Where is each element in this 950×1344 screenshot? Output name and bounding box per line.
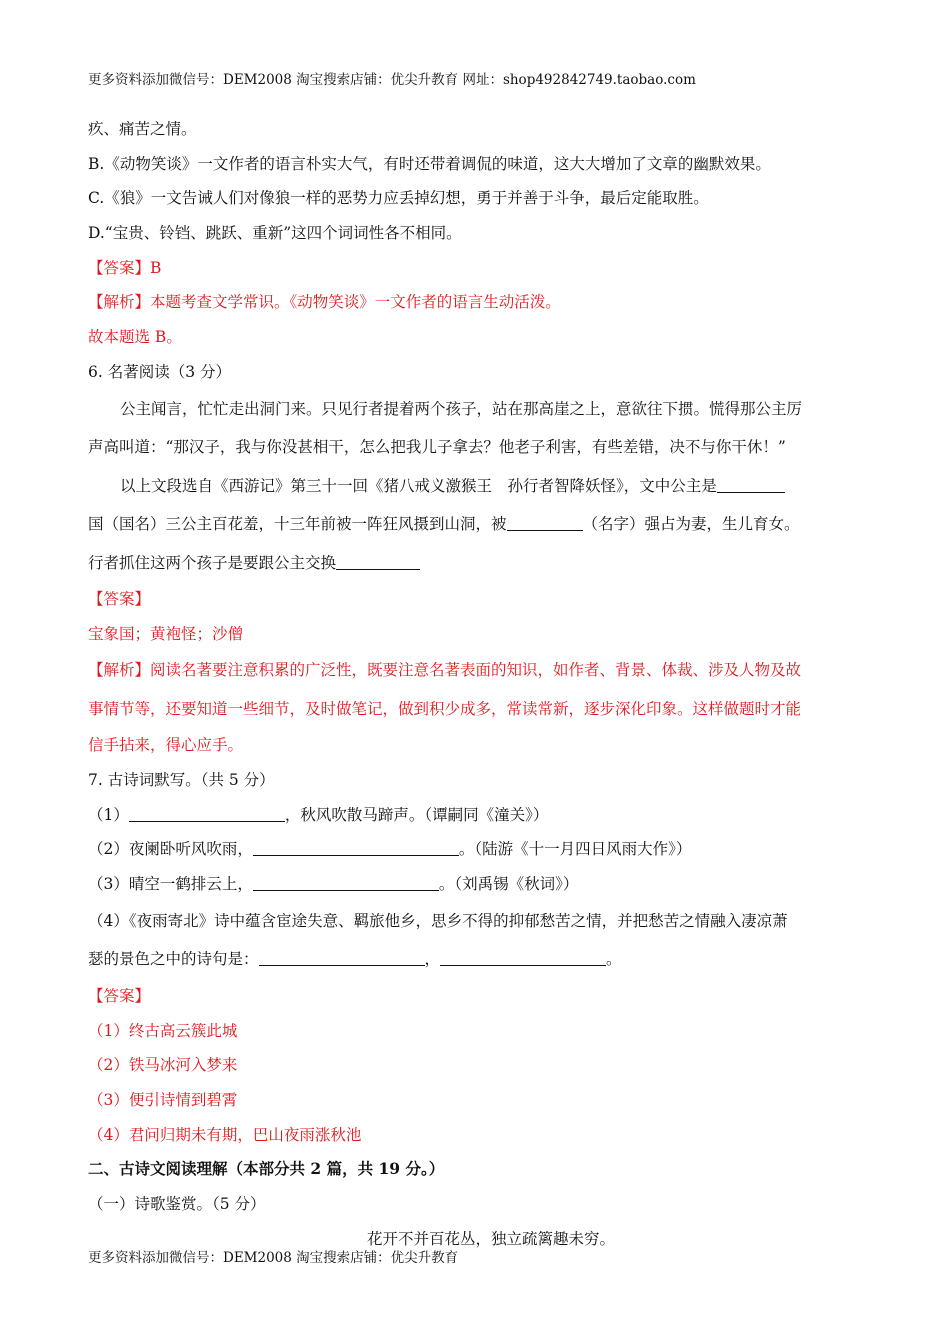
question-7-item: （4）《夜雨寄北》诗中蕴含宦途失意、羁旅他乡，思乡不得的抑郁愁苦之情，并把愁苦之情融入凄凉萧 bbox=[88, 911, 788, 930]
answer-7-item: （1）终古高云簇此城 bbox=[88, 1021, 238, 1040]
question-6-line bbox=[88, 544, 864, 583]
subsection-heading: （一）诗歌鉴赏。（5 分） bbox=[88, 1194, 266, 1213]
answer-7-item: （4）君问归期未有期，巴山夜雨涨秋池 bbox=[88, 1125, 362, 1144]
answer-blank[interactable] bbox=[507, 512, 583, 531]
answer-blank[interactable] bbox=[129, 803, 285, 822]
question-7-item bbox=[88, 832, 864, 867]
option-c: C.《狼》一文告诫人们对像狼一样的恶势力应丢掉幻想，勇于并善于斗争，最后定能取胜。 bbox=[88, 189, 709, 208]
passage-line: 公主闻言，忙忙走出洞门来。只见行者提着两个孩子，站在那高崖之上，意欲往下掼。慌得那公主厉 bbox=[120, 399, 803, 418]
question-7-item bbox=[88, 798, 864, 833]
option-b: B.《动物笑谈》一文作者的语言朴实大气，有时还带着调侃的味道，这大大增加了文章的幽默效果。 bbox=[88, 154, 771, 173]
question-text: （名字）强占为妻，生儿育女。 bbox=[582, 515, 800, 533]
document-body bbox=[88, 112, 864, 1256]
answer-7-item: （2）铁马冰河入梦来 bbox=[88, 1056, 238, 1075]
question-text: （3）晴空一鹤排云上， bbox=[88, 875, 253, 894]
answer-blank[interactable] bbox=[253, 872, 439, 891]
question-6-line bbox=[88, 505, 864, 544]
analysis-6: 【解析】阅读名著要注意积累的广泛性，既要注意名著表面的知识，如作者、背景、体裁、涉及人物及故 bbox=[88, 661, 802, 680]
question-7-title: 7. 古诗词默写。（共 5 分） bbox=[88, 771, 275, 790]
answer-6-label: 【答案】 bbox=[88, 590, 151, 608]
answer-blank[interactable] bbox=[336, 551, 420, 570]
answer-7-item: （3）便引诗情到碧霄 bbox=[88, 1090, 238, 1109]
question-text: 。（陆游《十一月四日风雨大作》） bbox=[458, 840, 692, 859]
question-text: （2）夜阑卧听风吹雨， bbox=[88, 840, 253, 859]
answer-7-label: 【答案】 bbox=[88, 986, 151, 1005]
question-6-title: 6. 名著阅读（3 分） bbox=[88, 362, 232, 381]
question-7-item bbox=[88, 940, 864, 979]
conclusion-5: 故本题选 B。 bbox=[88, 328, 182, 347]
option-d: D.“宝贵、铃铛、跳跃、重新”这四个词词性各不相同。 bbox=[88, 224, 462, 243]
question-6-line bbox=[88, 467, 864, 506]
question-text: （1） bbox=[88, 805, 129, 824]
poem-line: 花开不并百花丛，独立疏篱趣未穷。 bbox=[366, 1229, 615, 1248]
answer-6: 宝象国；黄袍怪；沙僧 bbox=[88, 624, 244, 643]
question-text: 。（刘禹锡《秋词》） bbox=[438, 875, 579, 894]
answer-blank[interactable] bbox=[253, 837, 459, 856]
analysis-6: 信手拈来，得心应手。 bbox=[88, 736, 244, 755]
question-text: 瑟的景色之中的诗句是： bbox=[88, 950, 259, 969]
answer-blank[interactable] bbox=[259, 947, 425, 966]
analysis-5: 【解析】本题考查文学常识。《动物笑谈》一文作者的语言生动活泼。 bbox=[88, 293, 561, 312]
passage-line: 声高叫道：“那汉子，我与你没甚相干，怎么把我儿子拿去？他老子利害，有些差错，决不与你干休！” bbox=[88, 438, 786, 456]
page-header: 更多资料添加微信号：DEM2008 淘宝搜索店铺：优尖升教育 网址：shop492842749.taobao.com bbox=[88, 72, 696, 88]
question-text: 行者抓住这两个孩子是要跟公主交换 bbox=[88, 553, 337, 572]
answer-5: 【答案】B bbox=[88, 258, 162, 277]
question-7-item bbox=[88, 867, 864, 902]
answer-blank[interactable] bbox=[717, 474, 785, 493]
question-text: 。 bbox=[606, 950, 622, 969]
analysis-6: 事情节等，还要知道一些细节，及时做笔记，做到积少成多，常读常新，逐步深化印象。这样做题时才能 bbox=[88, 699, 802, 718]
question-text: 国（国名）三公主百花羞，十三年前被一阵狂风摄到山洞，被 bbox=[88, 515, 507, 533]
text-line: 疚、痛苦之情。 bbox=[88, 120, 197, 138]
question-text: ，秋风吹散马蹄声。（谭嗣同《潼关》） bbox=[284, 805, 549, 824]
page-footer: 更多资料添加微信号：DEM2008 淘宝搜索店铺：优尖升教育 bbox=[88, 1250, 459, 1266]
section-2-heading: 二、古诗文阅读理解（本部分共 2 篇，共 19 分。） bbox=[88, 1159, 445, 1179]
question-text: ， bbox=[424, 950, 441, 969]
question-text: 以上文段选自《西游记》第三十一回《猪八戒义激猴王 孙行者智降妖怪》，文中公主是 bbox=[120, 476, 717, 495]
answer-blank[interactable] bbox=[440, 947, 606, 966]
